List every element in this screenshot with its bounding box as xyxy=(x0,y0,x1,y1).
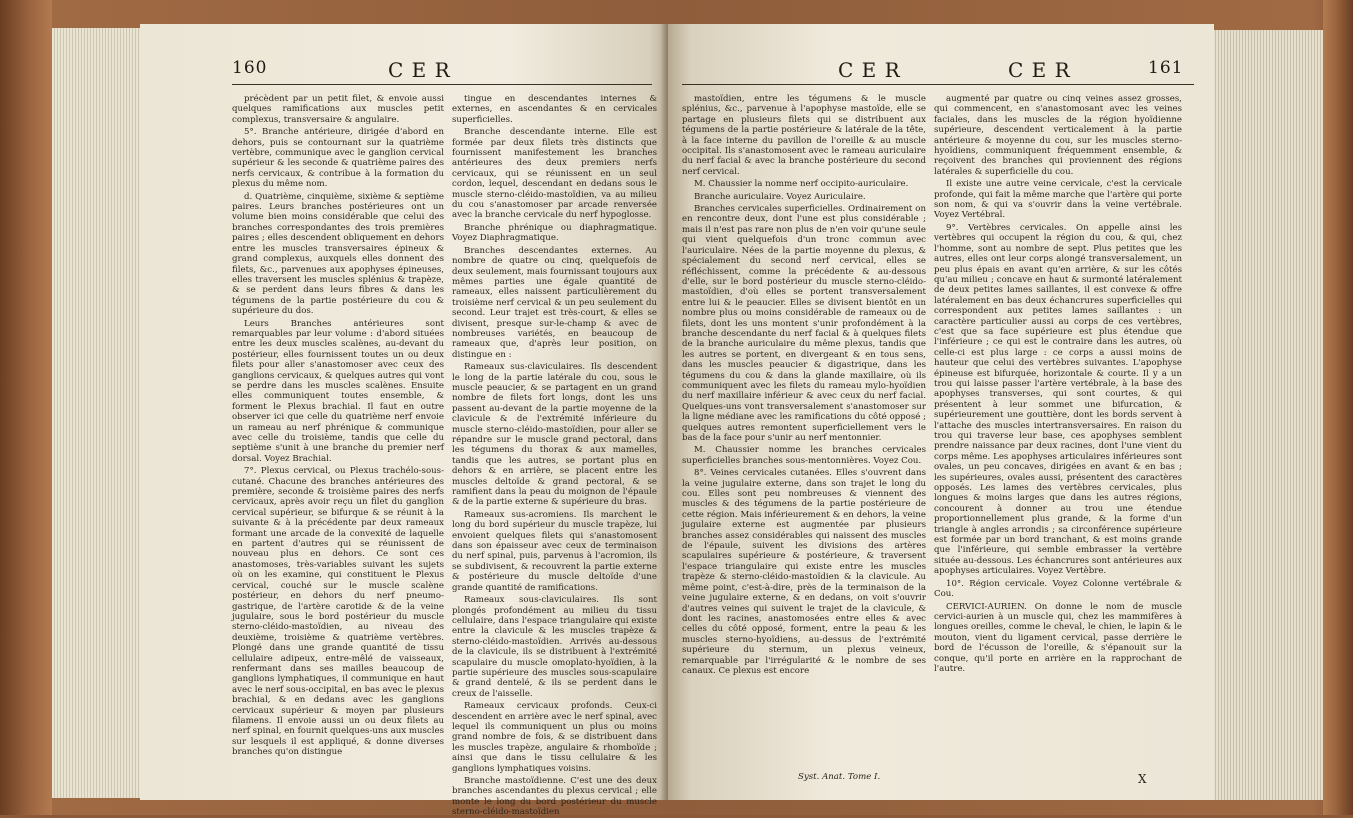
paragraph: 8°. Veines cervicales cutanées. Elles s'ouvrent dans la veine jugulaire externe, dans son trajet le long du cou. Elles sont peu nombreuses & viennent des muscles & des tégumens de la partie postérieure de cette région. Mais inférieurement & en dehors, la veine jugulaire externe est augmentée par plusieurs branches assez considérables qui naissent des muscles de l'épaule, suivent les divisions des artères scapulaires supérieure & postérieure, & traversent l'espace triangulaire qui existe entre les muscles trapèze & sterno-cléido-mastoïdien & la clavicule. Au même point, c'est-à-dire, près de la terminaison de la veine jugulaire externe, & en dedans, on voit s'ouvrir d'autres veines qui suivent le trajet de la clavicule, & dont les racines, anastomosées entre elles & avec celles du côté opposé, forment, entre la peau & les muscles sterno-hyoïdiens, au-dessus de l'extrémité supérieure du sternum, un plexus veineux, remarquable par l'irrégularité & le nombre de ses canaux. Ce plexus est encore xyxy=(682,468,926,676)
left-head-rule xyxy=(232,84,652,85)
paragraph: Rameaux cervicaux profonds. Ceux-ci descendent en arrière avec le nerf spinal, avec lequel ils communiquent un plus ou moins grand nombre de fois, & se distribuent dans les muscles trapèze, angulaire & rhomboïde ; ainsi que dans le tissu cellulaire & les ganglions lymphatiques voisins. xyxy=(452,701,657,774)
right-running-head-2: C E R xyxy=(1008,58,1071,82)
paragraph: 10°. Région cervicale. Voyez Colonne vertébrale & Cou. xyxy=(934,578,1182,600)
paragraph: Il existe une autre veine cervicale, c'est la cervicale profonde, qui fait la même marche que l'artère qui porte son nom, & qui va s'ouvrir dans la veine vertébrale. Voyez Vertébral. xyxy=(934,179,1182,221)
right-column-2 xyxy=(934,94,1182,794)
right-running-head-1: C E R xyxy=(838,58,901,82)
right-page xyxy=(668,24,1214,800)
paragraph: Rameaux sous-claviculaires. Ils sont plongés profondément au milieu du tissu cellulaire, dans l'espace triangulaire qui existe entre la clavicule & les muscles trapèze & sterno-cléido-mastoïdien. Arrivés au-dessous de la clavicule, ils se distribuent à l'extrémité scapulaire du muscle omoplato-hyoïdien, à la partie supérieure des muscles sous-scapulaire & grand dentelé, & ils se perdent dans le creux de l'aisselle. xyxy=(452,595,657,699)
right-footnote: Syst. Anat. Tome I. xyxy=(798,772,881,782)
paragraph: Branche mastoïdienne. C'est une des deux branches ascendantes du plexus cervical ; elle monte le long du bord postérieur du muscle sterno-cléido-mastoïdien xyxy=(452,776,657,818)
paragraph: Branche descendante interne. Elle est formée par deux filets très distincts que fournissent manifestement les branches antérieures des deux premiers nerfs cervicaux, qui se réunissent en un seul cordon, lequel, descendant en dedans sous le muscle sterno-cléido-mastoïdien, va au milieu du cou s'anastomoser par arcade renversée avec la branche cervicale du nerf hypoglosse. xyxy=(452,127,657,221)
page-stack-left xyxy=(52,28,142,798)
paragraph: 7°. Plexus cervical, ou Plexus trachélo-sous-cutané. Chacune des branches antérieures des première, seconde & troisième paires des nerfs cervicaux, après avoir reçu un filet du ganglion cervical supérieur, se bifurque & se réunit à la suivante & à la précédente par deux rameaux formant une arcade de la convexité de laquelle en partent d'autres qui se réunissent de nouveau plus en dehors. Ce sont ces anastomoses, très-variables suivant les sujets où on les examine, qui constituent le Plexus cervical, couché sur le muscle scalène postérieur, en dehors du nerf pneumo-gastrique, de l'artère carotide & de la veine jugulaire, sous le bord postérieur du muscle sterno-cléido-mastoïdien, au niveau des deuxième, troisième & quatrième vertèbres. Plongé dans une grande quantité de tissu cellulaire adipeux, entre-mêlé de vaisseaux, renfermant dans ses mailles beaucoup de ganglions lymphatiques, il communique en haut avec le nerf sous-occipital, en bas avec le plexus brachial, & en dedans avec les ganglions cervicaux supérieur & moyen par plusieurs filamens. Il envoie aussi un ou deux filets au nerf spinal, en fournit quelques-uns aux muscles sur lesquels il est appliqué, & donne diverses branches qu'on distingue xyxy=(232,466,444,758)
paragraph: M. Chaussier la nomme nerf occipito-auriculaire. xyxy=(694,179,909,190)
paragraph: M. Chaussier nomme les branches cervicales superficielles branches sous-mentonnières. Voyez Cou. xyxy=(682,445,926,466)
paragraph: Rameaux sus-acromiens. Ils marchent le long du bord supérieur du muscle trapèze, lui envoient quelques filets qui s'anastomosent dans son épaisseur avec ceux de terminaison du nerf spinal, puis, parvenus à l'acromion, ils se subdivisent, & recouvrent la partie externe & postérieure du muscle deltoïde d'une grande quantité de ramifications. xyxy=(452,509,657,593)
paragraph: tingue en descendantes internes & externes, en ascendantes & en cervicales superficielles. xyxy=(452,94,657,125)
left-column-1 xyxy=(232,94,444,794)
page-stack-right xyxy=(1210,30,1323,800)
left-page-number: 160 xyxy=(232,58,268,78)
book-cover-right-edge xyxy=(1323,0,1353,815)
right-page-number: 161 xyxy=(1148,58,1184,78)
right-head-rule xyxy=(682,84,1194,85)
paragraph: Leurs Branches antérieures sont remarquables par leur volume : d'abord situées entre les deux muscles scalènes, au-devant du postérieur, elles fournissent toutes un ou deux filets pour aller s'anastomoser avec ceux des ganglions cervicaux, & quelques autres qui vont se perdre dans les muscles scalènes. Ensuite elles communiquent toutes ensemble, & forment le Plexus brachial. Il faut en outre observer ici que celle du quatrième nerf envoie un rameau au nerf phrénique & communique avec celle du troisième, tandis que celle du septième s'unit à une branche du premier nerf dorsal. Voyez Brachial. xyxy=(232,318,444,464)
paragraph: mastoïdien, entre les tégumens & le muscle splénius, &c., parvenue à l'apophyse mastoïde, elle se partage en plusieurs filets qui se distribuent aux tégumens de la partie postérieure & latérale de la tête, à la face interne du pavillon de l'oreille & au muscle occipital. Ils s'anastomosent avec le rameau auriculaire du nerf facial & avec la branche postérieure du second nerf cervical. xyxy=(682,94,926,177)
book-cover-left-edge xyxy=(0,0,52,815)
signature-mark: X xyxy=(1138,772,1147,786)
left-running-head: C E R xyxy=(388,58,451,82)
paragraph: précèdent par un petit filet, & envoie aussi quelques ramifications aux muscles petit complexus, transversaire & angulaire. xyxy=(232,94,444,125)
paragraph: 9°. Vertèbres cervicales. On appelle ainsi les vertèbres qui occupent la région du cou, & qui, chez l'homme, sont au nombre de sept. Plus petites que les autres, elles ont leur corps alongé transversalement, un peu plus épais en avant qu'en arrière, & sur les côtés qu'au milieu ; concave en haut & surmonté latéralement de deux petites lames saillantes, il est convexe & offre latéralement en bas deux échancrures superficielles qui correspondent aux petites lames saillantes : un caractère particulier aussi au corps de ces vertèbres, c'est que sa face supérieure est plus étendue que l'inférieure ; ce qui est le contraire dans les autres, où celle-ci est plus large : ce corps a aussi moins de hauteur que celui des vertèbres suivantes. L'apophyse épineuse est bifurquée, horizontale & courte. Il y a un trou qui laisse passer l'artère vertébrale, à la base des apophyses transverses, qui sont courtes, & qui présentent à leur sommet une bifurcation, & supérieurement une gouttière, dont les bords servent à l'attache des muscles intertransversaires. En raison du trou qui traverse leur base, ces apophyses semblent prendre naissance par deux racines, dont l'une vient du corps même. Les apophyses articulaires inférieures sont ovales, un peu concaves, dirigées en avant & en bas ; les supérieures, ovales aussi, présentent des caractères opposés. Les lames des vertèbres cervicales, plus longues & moins larges que dans les autres régions, concourent à donner au trou une étendue proportionnellement plus grande, & la forme d'un triangle à angles arrondis ; sa circonférence supérieure est formée par un bord tranchant, & est moins grande que l'inférieure, qui semble embrasser la vertèbre située au-dessous. Les échancrures sont antérieures aux apophyses articulaires. Voyez Vertèbre. xyxy=(934,222,1182,577)
paragraph: Branches cervicales superficielles. Ordinairement on en rencontre deux, dont l'une est plus considérable ; mais il n'est pas rare non plus de n'en voir qu'une seule qui vient quelquefois d'un tronc commun avec l'auriculaire. Nées de la partie moyenne du plexus, & spécialement du second nerf cervical, elles se réfléchissent, comme la précédente & au-dessous d'elle, sur le bord postérieur du muscle sterno-cléido-mastoïdien, d'où elles se portent transversalement entre lui & le peaucier. Elles se divisent bientôt en un nombre plus ou moins considérable de rameaux ou de filets, dont les uns montent s'unir profondément à la branche descendante du nerf facial & à quelques filets de la branche auriculaire du même plexus, tandis que les autres se portent, en divergeant & en tous sens, dans les muscles peaucier & digastrique, dans les tégumens du cou & dans la glande maxillaire, où ils communiquent avec les filets du rameau mylo-hyoïdien du nerf maxillaire inférieur & avec ceux du nerf facial. Quelques-uns vont transversalement s'anastomoser sur la ligne médiane avec les ramifications du côté opposé ; quelques autres remontent superficiellement vers le bas de la face pour s'unir au nerf mentonnier. xyxy=(682,204,926,443)
paragraph: Branche auriculaire. Voyez Auriculaire. xyxy=(694,191,866,202)
left-column-2 xyxy=(452,94,657,818)
paragraph: Branches descendantes externes. Au nombre de quatre ou cinq, quelquefois de deux seulement, mais fournissant toujours aux mêmes parties une égale quantité de rameaux, elles naissent particulièrement du troisième nerf cervical & un peu seulement du second. Leur trajet est très-court, & elles se divisent, presque sur-le-champ & avec de nombreuses variétés, en beaucoup de rameaux que, d'après leur position, on distingue en : xyxy=(452,245,657,360)
right-column-1 xyxy=(682,94,926,764)
paragraph: augmenté par quatre ou cinq veines assez grosses, qui commencent, en s'anastomosant avec les veines faciales, dans les muscles de la région hyoïdienne supérieure, descendent verticalement à la partie antérieure & moyenne du cou, sur les muscles sterno-hyoïdiens, communiquent fréquemment ensemble, & reçoivent des branches qui proviennent des régions latérales & superficielle du cou. xyxy=(934,94,1182,177)
paragraph: CERVICI-AURIEN. On donne le nom de muscle cervici-aurien à un muscle qui, chez les mammifères à longues oreilles, comme le cheval, le chien, le lapin & le mouton, vient du ligament cervical, passe derrière le bord de l'écusson de l'oreille, & s'épanouit sur la conque, qu'il porte en arrière en la rapprochant de l'autre. xyxy=(934,601,1182,674)
paragraph: Rameaux sus-claviculaires. Ils descendent le long de la partie latérale du cou, sous le muscle peaucier, & se partagent en un grand nombre de filets fort longs, dont les uns passent au-devant de la partie moyenne de la clavicule & de l'extrémité inférieure du muscle sterno-cléido-mastoïdien, pour aller se répandre sur le muscle grand pectoral, dans les tégumens du thorax & aux mamelles, tandis que les autres, se portant plus en dehors & en arrière, se placent entre les muscles deltoïde & grand pectoral, & se ramifient dans la peau du moignon de l'épaule & de la partie externe & supérieure du bras. xyxy=(452,362,657,508)
paragraph: Branche phrénique ou diaphragmatique. Voyez Diaphragmatique. xyxy=(452,222,657,244)
paragraph: 5°. Branche antérieure, dirigée d'abord en dehors, puis se contournant sur la quatrième vertèbre, communique avec le ganglion cervical supérieur & les seconde & quatrième paires des nerfs cervicaux, & contribue à la formation du plexus du même nom. xyxy=(232,127,444,190)
paragraph: d. Quatrième, cinquième, sixième & septième paires. Leurs branches postérieures ont un volume bien moins considérable que celui des branches correspondantes des trois premières paires ; elles descendent obliquement en dehors entre les muscles transversaires épineux & grand complexus, auxquels elles donnent des filets, &c., parvenues aux apophyses épineuses, elles traversent les muscles splénius & trapèze, & se perdent dans leurs fibres & dans les tégumens de la partie postérieure du cou & supérieure du dos. xyxy=(232,191,444,317)
left-page xyxy=(140,24,670,818)
